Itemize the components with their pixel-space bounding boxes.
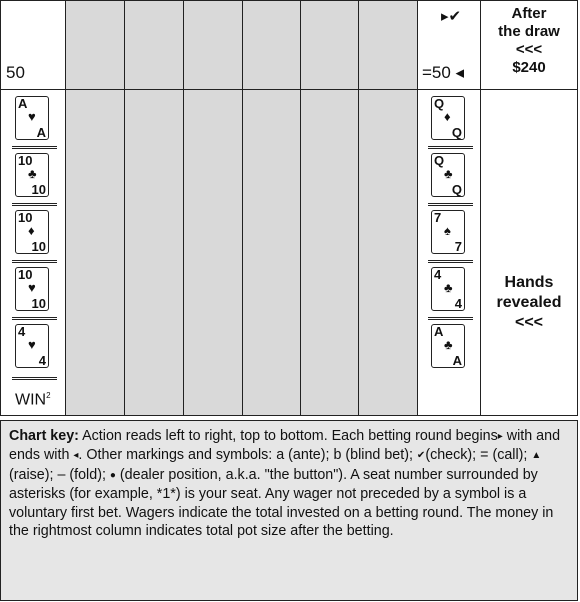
card-rank: 10 — [31, 239, 46, 254]
seat-column-6 — [301, 1, 359, 415]
win-text: WIN — [15, 391, 47, 409]
card-rank: 4 — [18, 324, 26, 339]
card-rank: Q — [434, 153, 445, 168]
seat-column-5 — [243, 1, 301, 415]
right-card-2 — [431, 153, 465, 197]
card-rank: A — [452, 353, 462, 368]
spade-icon: ♠ — [444, 223, 451, 238]
club-icon: ♣ — [444, 166, 453, 181]
card-rank: 4 — [454, 296, 462, 311]
key-text-5: (raise); – (fold); — [9, 466, 110, 483]
after-draw-note — [483, 5, 575, 77]
card-divider — [12, 260, 57, 263]
right-card-4 — [431, 267, 465, 311]
seat-column-3 — [125, 1, 184, 415]
key-text-4: (check); = (call); — [425, 447, 532, 464]
card-rank: 7 — [434, 210, 442, 225]
right-card-3 — [431, 210, 465, 254]
hands-revealed-line1: Hands — [504, 274, 554, 291]
left-card-2 — [15, 153, 49, 197]
dot-icon: ● — [109, 469, 116, 481]
after-draw-line2: the draw — [498, 23, 560, 40]
pot-action-marks: ▸✔ — [441, 8, 462, 25]
card-rank: 10 — [31, 296, 46, 311]
card-divider — [12, 377, 57, 380]
key-text-2: with and ends with — [9, 428, 561, 464]
heart-icon: ♥ — [28, 109, 36, 124]
club-icon: ♣ — [444, 337, 453, 352]
right-card-1 — [431, 96, 465, 140]
card-rank: 10 — [31, 182, 46, 197]
key-text-1: Action reads left to right, top to bottom. Each betting round begins — [78, 428, 498, 444]
card-rank: 10 — [18, 210, 33, 225]
card-rank: Q — [451, 125, 462, 140]
win-footnote: 2 — [46, 391, 51, 400]
hands-revealed-note — [483, 273, 575, 333]
key-text-3: . Other markings and symbols: a (ante); b (blind bet); — [78, 447, 417, 464]
card-divider — [428, 146, 473, 149]
card-divider — [12, 317, 57, 320]
seat-column-2 — [66, 1, 125, 415]
left-card-1 — [15, 96, 49, 140]
card-divider — [428, 203, 473, 206]
card-rank: 4 — [434, 267, 442, 282]
left-card-4 — [15, 267, 49, 311]
pot-call-amount: =50 ◂ — [422, 63, 465, 82]
card-divider — [12, 146, 57, 149]
left-triangle-icon: ◂ — [73, 450, 79, 462]
right-card-5 — [431, 324, 465, 368]
seat-column-7 — [359, 1, 418, 415]
key-text-6: (dealer position, a.k.a. "the button"). A seat number surrounded by asterisks (for example, *1*) is your seat. Any wager not preceded by a symbol is a voluntary first bet. Wagers indicate the total invested on a betting round. The money in the rightmost column indicates total pot size after the betting. — [9, 466, 554, 540]
seat1-bet: 50 — [6, 63, 25, 82]
chart-key-title: Chart key: — [9, 428, 79, 444]
seat-column-4 — [184, 1, 243, 415]
chart-key — [0, 420, 578, 601]
hands-revealed-line2: revealed — [496, 294, 562, 311]
card-rank: A — [434, 324, 444, 339]
diamond-icon: ♦ — [28, 223, 35, 238]
after-draw-line1: After — [511, 5, 547, 22]
club-icon: ♣ — [28, 166, 37, 181]
card-rank: A — [18, 96, 28, 111]
row-divider — [1, 89, 577, 90]
win-label — [15, 391, 51, 409]
card-rank: Q — [434, 96, 445, 111]
heart-icon: ♥ — [28, 280, 36, 295]
card-rank: 10 — [18, 267, 33, 282]
left-card-5 — [15, 324, 49, 368]
card-divider — [428, 260, 473, 263]
hands-revealed-line3: <<< — [514, 314, 544, 331]
card-rank: 4 — [38, 353, 46, 368]
after-draw-line3: <<< — [515, 41, 543, 58]
after-draw-pot: $240 — [512, 59, 546, 76]
left-card-3 — [15, 210, 49, 254]
heart-icon: ♥ — [28, 337, 36, 352]
card-rank: A — [36, 125, 46, 140]
card-rank: 10 — [18, 153, 33, 168]
card-rank: Q — [451, 182, 462, 197]
play-triangle-icon: ▸ — [497, 431, 503, 442]
check-icon: ✔ — [416, 450, 426, 462]
up-triangle-icon: ▲ — [531, 450, 542, 462]
card-divider — [12, 203, 57, 206]
card-divider — [428, 317, 473, 320]
club-icon: ♣ — [444, 280, 453, 295]
card-rank: 7 — [454, 239, 462, 254]
diamond-icon: ♦ — [444, 109, 451, 124]
